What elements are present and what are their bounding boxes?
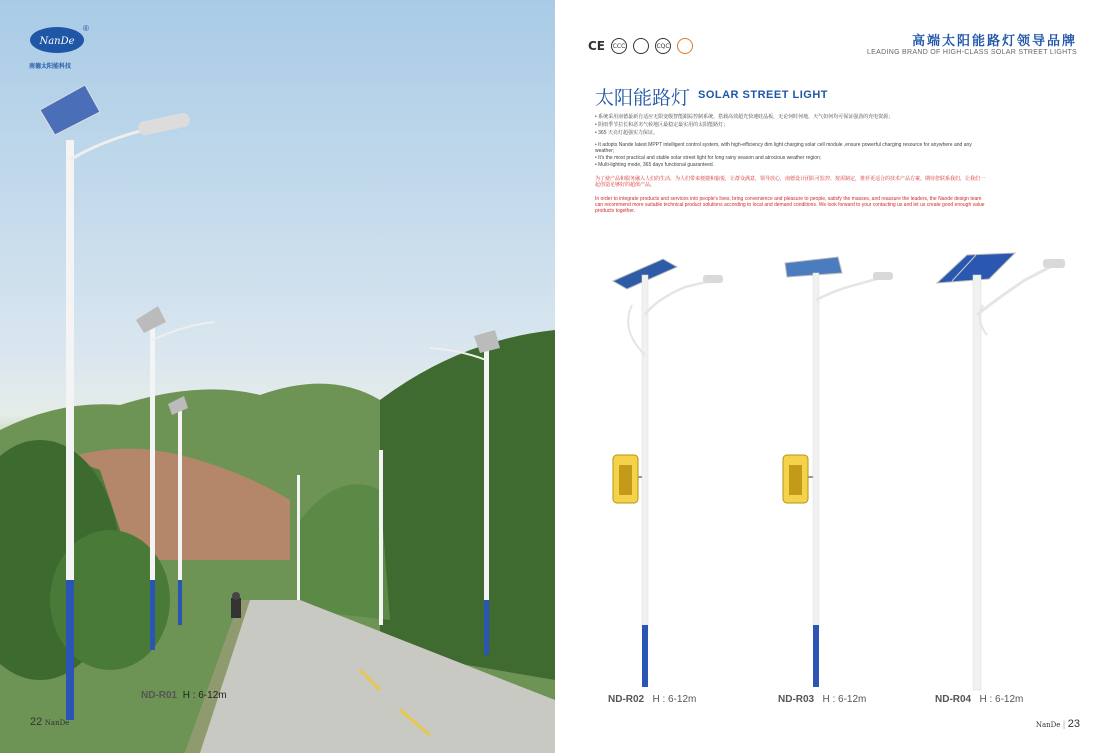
- page-number-left: 22: [30, 716, 43, 728]
- desc-en-3: • Multi-lighting mode, 365 days functional guaranteed.: [595, 162, 715, 168]
- model-name: ND-R01: [141, 690, 178, 701]
- model-label-r01: [141, 690, 227, 701]
- model-height-r03: H : 6-12m: [822, 694, 867, 705]
- brand-slogan-en: LEADING BRAND OF HIGH-CLASS SOLAR STREET LIGHTS: [866, 49, 1077, 56]
- red-statement-cn: 为了使产品和服务融入人们的生活，为人们带来便捷和愉悦，让群众满意，领导放心，南德设计团队可监控、按需制定，推荐更适合的技术产品方案。期待您联系我们，让我们一起创造足够好的超值产品。: [595, 176, 986, 189]
- page-title-cn: 太阳能路灯: [595, 87, 691, 109]
- model-height: H : 6-12m: [182, 690, 227, 701]
- product-r03-drawing: [783, 257, 893, 687]
- model-name-r02: ND-R02: [608, 694, 645, 705]
- footer-brand-left: NanDe: [44, 719, 70, 727]
- ce-mark-icon: CE: [588, 39, 606, 53]
- right-footer: [1036, 718, 1080, 730]
- cert-seal-icon: [633, 38, 649, 54]
- brand-slogan-cn: 高端太阳能路灯领导品牌: [911, 34, 1077, 49]
- logo-reg-mark: ®: [83, 24, 89, 33]
- left-footer: [30, 716, 69, 728]
- red-statement-en: In order to integrate products and services into people's lives, bring convenience and pleasure to people, satisfy the masses, and reassure the leaders, the Nande design team can recommend more suitable technical product solutions according to local and demand conditions. We look forward to your contacting us and let us create good enough value products together.: [595, 196, 985, 215]
- page-title-en: SOLAR STREET LIGHT: [698, 89, 828, 101]
- desc-en-2: • It's the most practical and stable solar street light for long rainy season and atrocious weather region;: [595, 155, 822, 161]
- product-r02-drawing: [613, 259, 723, 687]
- desc-cn-1: • 系统采用南德最新自适应无限变级智能跟踪控制系统，搭载高效超光快速硅晶板，无论何时何地，天气如何均可保证强劲的充电资源；: [595, 114, 894, 120]
- footer-divider: |: [1062, 719, 1066, 729]
- right-page: [555, 0, 1110, 753]
- nande-logo: [29, 24, 89, 70]
- product-illustrations: [555, 245, 1110, 725]
- model-label-r04: [935, 694, 1023, 705]
- model-height-r04: H : 6-12m: [979, 694, 1024, 705]
- desc-cn-3: • 365 天亮灯超强实力保证。: [595, 130, 658, 136]
- product-r04-drawing: [937, 253, 1065, 690]
- cert-badge-icon: [677, 38, 693, 54]
- desc-cn-2: • 阴雨季节拉长和恶劣气候地区最稳定最实用的太阳能路灯；: [595, 122, 729, 128]
- model-label-r02: [608, 694, 696, 705]
- certification-row: [588, 38, 693, 54]
- desc-en-1: • It adopts Nande latest MPPT intelligent control system, with high-efficiency dim light charging solar cell module ,ensure powerful charging resource for anywhere and any weather;: [595, 142, 972, 155]
- logo-mark-text: NanDe: [39, 36, 75, 47]
- cqc-mark-icon: CQC: [655, 38, 671, 54]
- ccc-mark-icon: CCC: [611, 38, 627, 54]
- model-name-r04: ND-R04: [935, 694, 972, 705]
- page-number-right: 23: [1067, 718, 1080, 730]
- logo-cn-name: 南德太阳能科技: [29, 63, 72, 70]
- model-label-r03: [778, 694, 866, 705]
- model-name-r03: ND-R03: [778, 694, 815, 705]
- footer-brand-right: NanDe: [1035, 721, 1061, 729]
- model-height-r02: H : 6-12m: [652, 694, 697, 705]
- logo-ellipse-icon: [29, 24, 89, 58]
